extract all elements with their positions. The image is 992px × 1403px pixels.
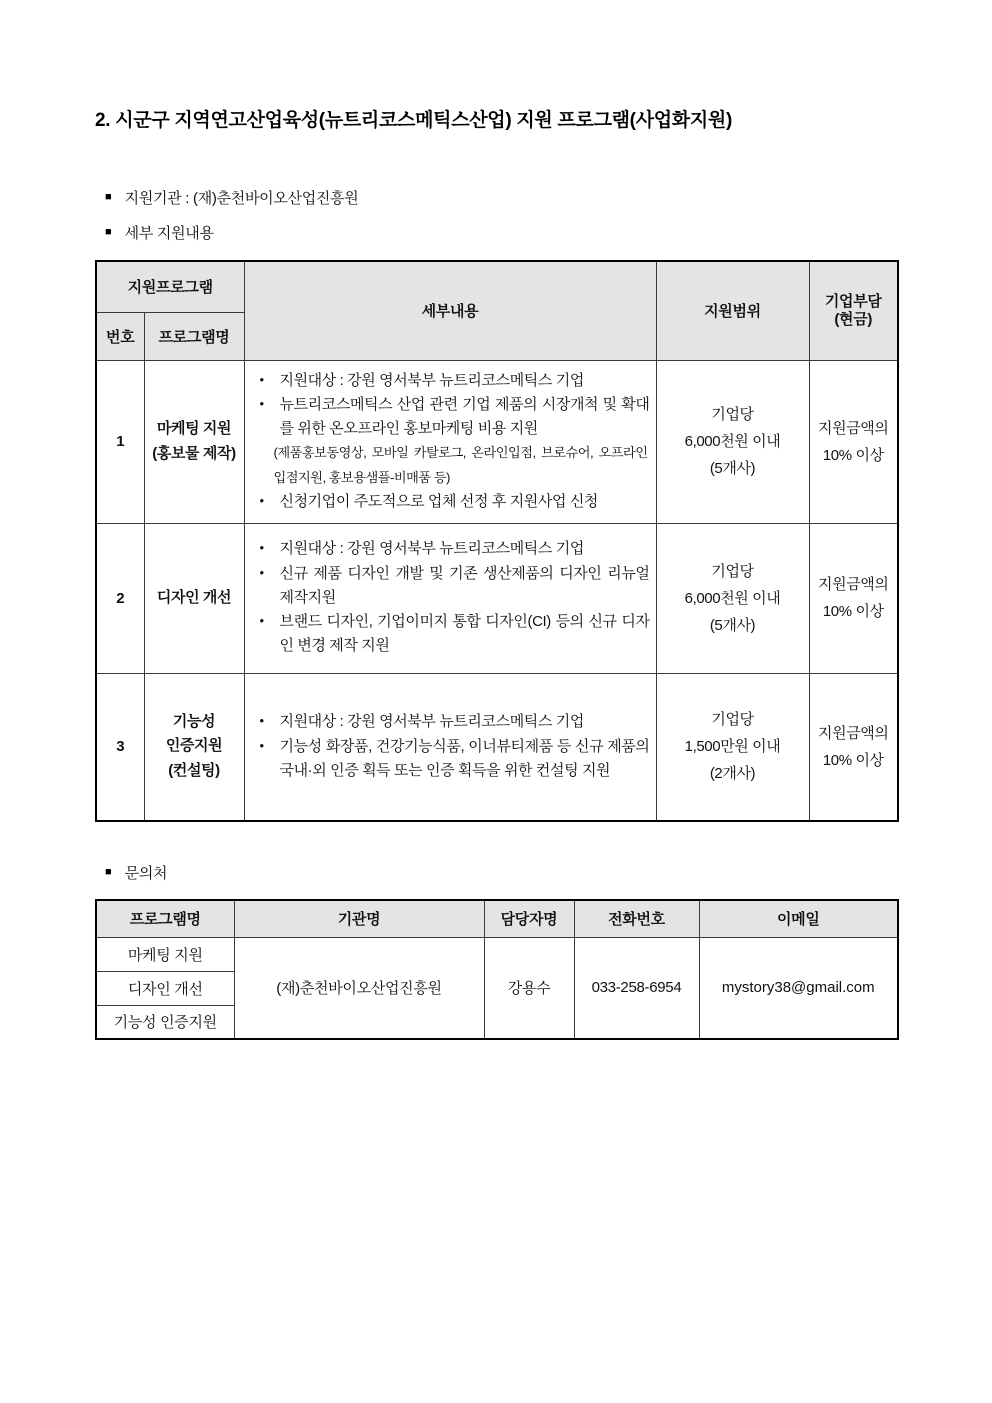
detail-text: 지원대상 : 강원 영서북부 뉴트리코스메틱스 기업 (279, 540, 584, 558)
burden-line: 10% 이상 (822, 603, 884, 621)
burden-line: 10% 이상 (822, 446, 884, 464)
detail-bullet (245, 562, 650, 611)
detail-text: 지원대상 : 강원 영서북부 뉴트리코스메틱스 기업 (279, 371, 584, 389)
program-name-line: (컨설팅) (168, 762, 220, 780)
scope-line: (5개사) (709, 460, 756, 478)
burden-line: 10% 이상 (822, 751, 884, 769)
program-name-line: 인증지원 (165, 737, 223, 755)
dot-bullet-icon: • (259, 493, 264, 509)
burden-cell (809, 523, 898, 673)
header-org-name: 기관명 (234, 900, 484, 937)
program-name-line: 디자인 개선 (156, 588, 232, 606)
detail-bullet (245, 735, 650, 784)
contact-table-header-row (96, 900, 898, 937)
header-phone: 전화번호 (574, 900, 699, 937)
detail-text: 기능성 화장품, 건강기능식품, 이너뷰티제품 등 신규 제품의 국내·외 인증 획득 또는 인증 획득을 위한 컨설팅 지원 (279, 737, 650, 779)
scope-line: 6,000천원 이내 (684, 433, 781, 451)
contact-row-marketing (96, 937, 898, 971)
contact-email-cell: mystory38@gmail.com (699, 937, 898, 1039)
detail-text: 브랜드 디자인, 기업이미지 통합 디자인(CI) 등의 신규 디자인 변경 제작 지원 (279, 613, 650, 655)
scope-cell (656, 673, 809, 821)
detail-subnote: (제품홍보동영상, 모바일 카탈로그, 온라인입점, 브로슈어, 오프라인 입점지원, 홍보용샘플-비매품 등) (273, 445, 648, 485)
support-table-row-marketing (96, 360, 898, 523)
contact-section-line (95, 862, 897, 883)
header-scope: 지원범위 (656, 261, 809, 360)
details-cell (244, 673, 656, 821)
details-section-line (95, 222, 897, 243)
contact-person-cell: 강용수 (484, 937, 574, 1039)
scope-line: (5개사) (709, 616, 756, 634)
row-number: 1 (96, 360, 144, 523)
contact-program-cell: 디자인 개선 (96, 971, 234, 1005)
header-program-name: 프로그램명 (96, 900, 234, 937)
header-program-name: 프로그램명 (144, 312, 244, 360)
program-name-line: 마케팅 지원 (156, 419, 232, 437)
program-name-line: (홍보물 제작) (152, 444, 236, 462)
program-name-cell (144, 360, 244, 523)
agency-section-line (95, 187, 897, 208)
row-number: 3 (96, 673, 144, 821)
dot-bullet-icon: • (259, 371, 264, 387)
square-bullet-icon: ■ (105, 226, 112, 238)
details-cell (244, 523, 656, 673)
contact-table (95, 899, 899, 1040)
dot-bullet-icon: • (259, 713, 264, 729)
contact-program-cell: 기능성 인증지원 (96, 1005, 234, 1039)
contact-phone-cell: 033-258-6954 (574, 937, 699, 1039)
details-cell (244, 360, 656, 523)
scope-cell (656, 360, 809, 523)
row-number: 2 (96, 523, 144, 673)
detail-bullet (245, 369, 650, 393)
scope-line: 기업당 (711, 406, 754, 424)
support-table-row-certification (96, 673, 898, 821)
program-name-line: 기능성 (172, 712, 216, 730)
agency-label: 지원기관 : (재)춘천바이오산업진흥원 (124, 190, 359, 207)
detail-bullet (245, 710, 650, 734)
support-table-header-row-1 (96, 261, 898, 312)
dot-bullet-icon: • (259, 564, 264, 580)
burden-line: 지원금액의 (818, 576, 889, 594)
header-burden (809, 261, 898, 360)
program-name-cell (144, 523, 244, 673)
dot-bullet-icon: • (259, 540, 264, 556)
header-person-name: 담당자명 (484, 900, 574, 937)
scope-line: 1,500만원 이내 (684, 738, 781, 756)
square-bullet-icon: ■ (105, 866, 112, 879)
scope-line: (2개사) (709, 765, 756, 783)
contact-label: 문의처 (124, 865, 168, 883)
burden-cell (809, 673, 898, 821)
detail-bullet (245, 490, 650, 514)
burden-line: 지원금액의 (818, 419, 889, 437)
scope-cell (656, 523, 809, 673)
program-name-cell (144, 673, 244, 821)
square-bullet-icon: ■ (105, 191, 112, 203)
dot-bullet-icon: • (259, 395, 264, 411)
burden-cell (809, 360, 898, 523)
scope-line: 기업당 (711, 711, 754, 729)
dot-bullet-icon: • (259, 737, 264, 753)
header-details: 세부내용 (244, 261, 656, 360)
detail-text: 신청기업이 주도적으로 업체 선정 후 지원사업 신청 (279, 493, 598, 511)
detail-bullet (245, 610, 650, 659)
scope-line: 기업당 (711, 562, 754, 580)
support-table-row-design (96, 523, 898, 673)
detail-bullet (245, 393, 650, 442)
scope-line: 6,000천원 이내 (684, 589, 781, 607)
contact-org-cell: (재)춘천바이오산업진흥원 (234, 937, 484, 1039)
detail-text: 뉴트리코스메틱스 산업 관련 기업 제품의 시장개척 및 확대를 위한 온오프라인 홍보마케팅 비용 지원 (279, 395, 650, 438)
detail-bullet (245, 537, 650, 561)
header-burden-line2: (현금) (834, 310, 873, 328)
header-program-group: 지원프로그램 (96, 261, 244, 312)
detail-text: 지원대상 : 강원 영서북부 뉴트리코스메틱스 기업 (279, 713, 584, 731)
burden-line: 지원금액의 (818, 724, 889, 742)
contact-program-cell: 마케팅 지원 (96, 937, 234, 971)
header-no: 번호 (96, 312, 144, 360)
page-title: 2. 시군구 지역연고산업육성(뉴트리코스메틱스산업) 지원 프로그램(사업화지원) (95, 110, 732, 131)
support-program-table (95, 260, 899, 822)
page-content (95, 0, 897, 1040)
header-email: 이메일 (699, 900, 898, 937)
detail-text: 신규 제품 디자인 개발 및 기존 생산제품의 디자인 리뉴얼 제작지원 (279, 564, 650, 606)
dot-bullet-icon: • (259, 613, 264, 629)
details-label: 세부 지원내용 (124, 225, 214, 242)
header-burden-line1: 기업부담 (824, 292, 882, 310)
